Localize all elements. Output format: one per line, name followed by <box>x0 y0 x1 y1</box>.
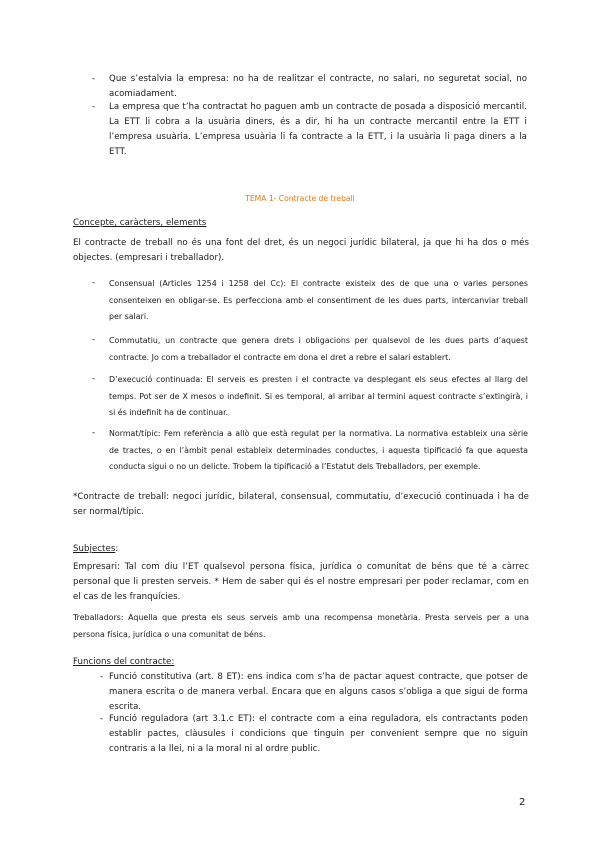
section-heading-funcions: Funcions del contracte: <box>73 657 175 667</box>
list-dash: - <box>92 374 96 384</box>
concepte-item-consensual: Consensual (Articles 1254 i 1258 del Cc): El contracte existeix des de que una o varies persones consenteixen en obligar-se. Es perfecciona amb el consentiment de les dues parts, intercanviar treball per salari. <box>109 279 528 321</box>
concepte-summary: *Contracte de treball: negoci jurídic, bilateral, consensual, commutatiu, d’execució continuada i ha de ser normal/típic. <box>73 492 529 517</box>
list-dash: - <box>92 428 96 438</box>
list-dash: - <box>100 714 104 724</box>
subjectes-heading-text: Subjectes <box>73 544 116 554</box>
list-dash: - <box>92 74 96 84</box>
funcio-reguladora: Funció reguladora (art 3.1.c ET): el contracte com a eina reguladora, els contractants poden establir pactes, clàusules i condicions que tinguin per convenient sempre que no siguin contraris a la llei, ni a la moral ni al ordre public. <box>109 714 528 754</box>
topic-title: TEMA 1- Contracte de treball <box>245 194 355 203</box>
subjectes-heading-colon: : <box>115 544 119 554</box>
intro-item-2: La empresa que t’ha contractat ho paguen amb un contracte de posada a disposició mercantil. La ETT li cobra a la usuària diners, és a dir, hi ha un contracte mercantil entre la ETT i l’empresa usuària. L’empresa usuària li fa contracte a la ETT, i la usuària li paga diners a la ETT. <box>109 102 527 157</box>
funcio-constitutiva: Funció constitutiva (art. 8 ET): ens indica com s’ha de pactar aquest contracte, que potser de manera escrita o de manera verbal. Encara que en alguns casos s’obliga a que sigui de forma escrita. <box>109 672 528 712</box>
list-dash: - <box>100 672 104 682</box>
list-dash: - <box>92 278 96 288</box>
concepte-paragraph: El contracte de treball no és una font del dret, és un negoci jurídic bilateral, ja que hi ha dos o més objectes. (empresari i treballador). <box>73 238 529 263</box>
list-dash: - <box>92 102 96 112</box>
concepte-item-commutatiu: Commutatiu, un contracte que genera drets i obligacions per qualsevol de les dues parts d’aquest contracte. Jo com a treballador el contracte em dona el dret a rebre el salari establert. <box>109 336 528 362</box>
section-heading-concepte: Concepte, caràcters, elements <box>73 218 207 228</box>
page-number: 2 <box>519 797 526 808</box>
concepte-item-execucio: D’execució continuada: El serveis es presten i el contracte va desplegant els seus efectes al llarg del temps. Pot ser de X mesos o indefinit. Si es temporal, al arribar al termini aquest contracte s’extingirà, i si és indefinit ha de continuar. <box>109 375 528 417</box>
subjectes-treballadors: Treballadors: Aquella que presta els seus serveis amb una recompensa monetària. Presta serveis per a una persona física, jurídica o una comunitat de béns. <box>73 613 529 639</box>
subjectes-empresari: Empresari: Tal com diu l’ET qualsevol persona física, jurídica o comunitat de béns que té a càrrec personal que li presten serveis. * Hem de saber qui és el nostre empresari per poder reclamar, com en el cas de les franquícies. <box>73 562 529 602</box>
intro-item-1: Que s’estalvia la empresa: no ha de realitzar el contracte, no salari, no seguretat social, no acomiadament. <box>109 74 527 99</box>
section-heading-subjectes <box>73 542 118 557</box>
list-dash: - <box>92 335 96 345</box>
concepte-item-normat: Normat/típic: Fem referència a allò que està regulat per la normativa. La normativa estableix una sèrie de tractes, o en l’àmbit penal estableix determinades conductes, i aquesta tipificació fa que aquesta conducta sigui o no un delicte. Trobem la tipificació a l’Estatut dels Treballadors, per exemple. <box>109 429 528 471</box>
